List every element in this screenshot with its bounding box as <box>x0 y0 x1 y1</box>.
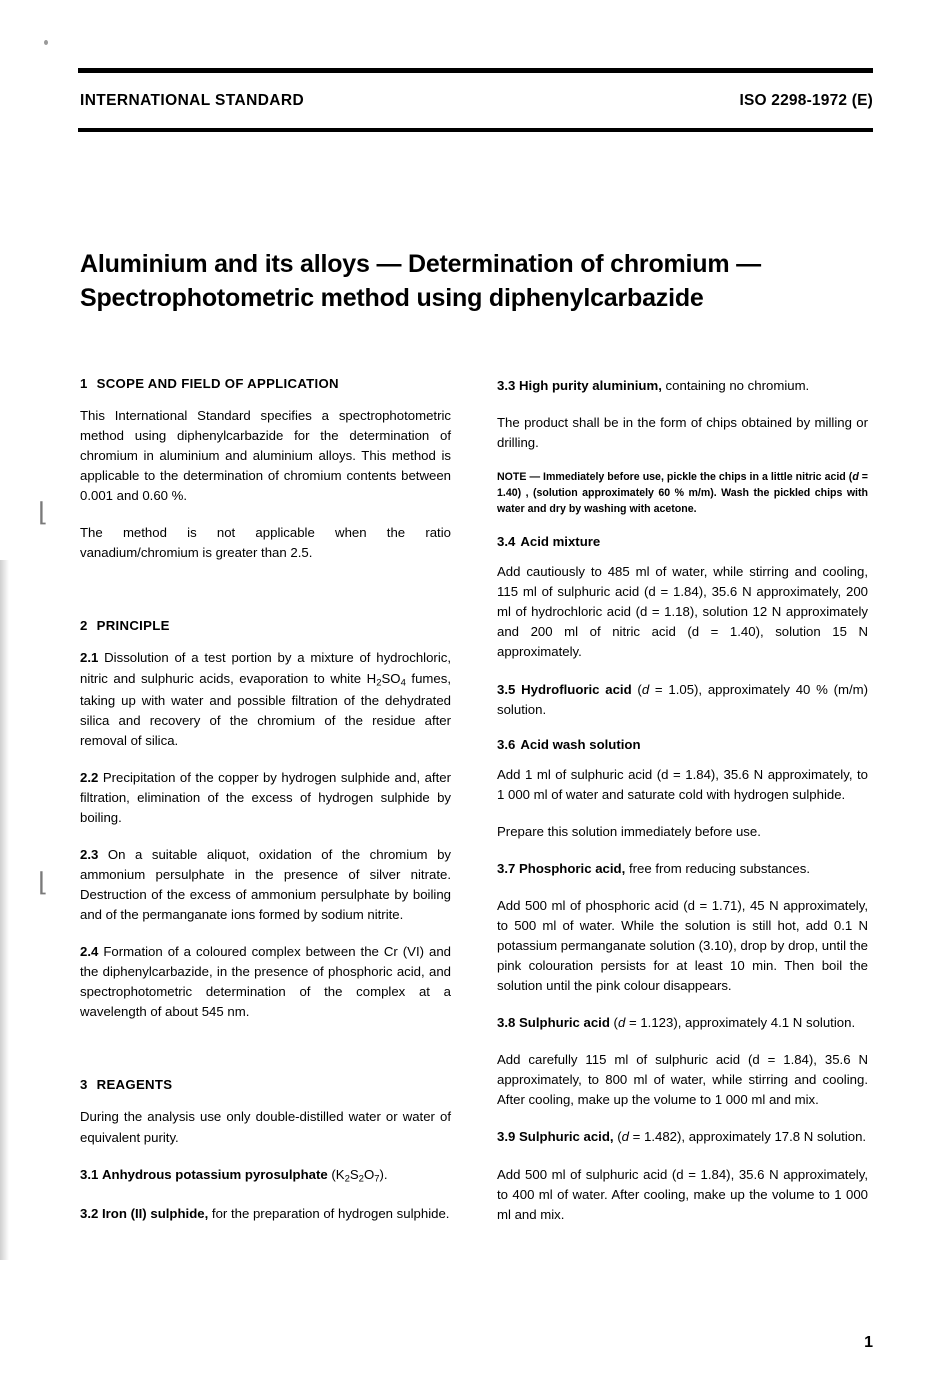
reagents-intro: During the analysis use only double-distilled water or water of equivalent purity. <box>80 1109 451 1145</box>
formula-open-3-1: (K <box>327 1166 345 1182</box>
header-rule-bottom <box>78 128 873 132</box>
reagent-name-3-8: Sulphuric acid <box>519 1015 610 1031</box>
reagent-name-3-7: Phosphoric acid, <box>519 860 626 876</box>
clause-number-3-3: 3.3 <box>497 378 516 393</box>
clause-text-2-1-c: fumes, taking up with water and possible filtration of the dehydrated silica and recovery of the chromium of the residue after removal of silica. <box>80 670 451 748</box>
reagent-desc-3-8: (d = 1.123), approximately 4.1 N solution. <box>609 1015 856 1031</box>
note-label: NOTE — <box>497 471 541 484</box>
reagent-3-9 <box>497 1127 868 1147</box>
principle-paragraph-2-3 <box>80 845 451 925</box>
header-standard-number: ISO 2298-1972 (E) <box>739 92 873 109</box>
reagent-3-6-paragraph-2: Prepare this solution immediately before use. <box>497 823 761 839</box>
principle-paragraph-2-4 <box>80 942 451 1022</box>
clause-text-2-4: Formation of a coloured complex between the Cr (VI) and the diphenylcarbazide, in the presence of phosphoric acid, and spectrophotometric determination of the complex at a wavelength of about 545 nm. <box>80 944 451 1020</box>
reagent-3-1 <box>80 1165 451 1187</box>
section-title-1: SCOPE AND FIELD OF APPLICATION <box>96 376 339 391</box>
reagent-name-3-3: High purity aluminium, <box>519 378 662 393</box>
reagent-3-6-paragraph-1: Add 1 ml of sulphuric acid (d = 1.84), 35.6 N approximately, to 1 000 ml of water and saturate cold with hydrogen sulphide. <box>497 766 868 802</box>
clause-number-3-6: 3.6 <box>497 736 516 752</box>
reagent-3-7-paragraph: Add 500 ml of phosphoric acid (d = 1.71), 45 N approximately, to 500 ml of water. While the solution is still hot, add 0.1 N potassium permanganate solution (3.10), drop by drop, until the pink colouration persists for at least 10 min. Then boil the solution until the pink colour disappears. <box>497 897 868 994</box>
reagent-3-9-paragraph: Add 500 ml of sulphuric acid (d = 1.84), 35.6 N approximately, to 400 ml of water. After cooling, make up the volume to 1 000 ml and mix. <box>497 1166 868 1222</box>
formula-o: O <box>363 1166 375 1182</box>
reagent-desc-3-7: free from reducing substances. <box>625 860 810 876</box>
clause-number-3-9: 3.9 <box>497 1129 516 1145</box>
reagent-3-3-paragraph: The product shall be in the form of chips obtained by milling or drilling. <box>497 415 868 451</box>
reagent-heading-3-6 <box>497 737 868 752</box>
reagent-3-5 <box>497 680 868 720</box>
clause-number-2-2: 2.2 <box>80 769 99 785</box>
formula-close-3-1: ). <box>379 1166 388 1182</box>
section-number-2: 2 <box>80 618 88 634</box>
spacer <box>80 580 451 618</box>
reagent-3-2 <box>80 1204 451 1224</box>
reagent-3-8 <box>497 1013 868 1033</box>
clause-number-2-1: 2.1 <box>80 650 99 666</box>
spacer <box>80 1039 451 1077</box>
formula-s: S <box>349 1166 359 1182</box>
clause-number-3-4: 3.4 <box>497 534 516 550</box>
principle-paragraph-2-1 <box>80 648 451 750</box>
formula-sub-k2: 2 <box>344 1173 350 1185</box>
reagent-3-3-note <box>497 470 868 517</box>
clause-text-2-1-b: SO <box>381 670 401 686</box>
reagent-desc-3-5: (d = 1.05), approximately 40 % (m/m) solution. <box>497 681 869 717</box>
formula-sub-o7: 7 <box>374 1173 380 1185</box>
section-title-3: REAGENTS <box>96 1077 173 1093</box>
section-title-2: PRINCIPLE <box>96 618 170 634</box>
principle-paragraph-2-2 <box>80 768 451 828</box>
column-right <box>497 376 868 1242</box>
formula-sub-o4: 4 <box>400 677 406 689</box>
margin-mark-upper: ⌊ <box>38 498 49 527</box>
clause-text-2-3: On a suitable aliquot, oxidation of the chromium by ammonium persulphate in the presence of silver nitrate. Destruction of the excess of ammonium persulphate by boiling and of the permanganate ions formed by sodium nitrite. <box>80 846 452 923</box>
section-heading-reagents <box>80 1077 451 1092</box>
reagent-name-3-9: Sulphuric acid, <box>519 1129 614 1145</box>
clause-text-2-2: Precipitation of the copper by hydrogen sulphide and, after filtration, elimination of the excess of hydrogen sulphide by boiling. <box>80 769 451 825</box>
clause-number-3-7: 3.7 <box>497 860 516 876</box>
reagent-heading-3-4 <box>497 534 868 549</box>
reagent-3-7 <box>497 859 868 879</box>
margin-mark-lower: ⌊ <box>38 868 49 897</box>
clause-number-3-1: 3.1 <box>80 1166 99 1182</box>
section-heading-scope <box>80 376 451 391</box>
reagent-desc-3-3: containing no chromium. <box>661 378 810 393</box>
clause-number-3-8: 3.8 <box>497 1015 516 1031</box>
title-line-1: Aluminium and its alloys — Determination of chromium — <box>80 250 761 278</box>
title-line-2: Spectrophotometric method using diphenylcarbazide <box>80 283 704 312</box>
clause-number-3-5: 3.5 <box>497 681 516 697</box>
reagent-name-3-4: Acid mixture <box>520 534 601 550</box>
section-number-3: 3 <box>80 1077 88 1093</box>
reagent-3-8-paragraph: Add carefully 115 ml of sulphuric acid (d = 1.84), 35.6 N approximately, to 800 ml of water, while stirring and cooling. After cooling, make up the volume to 1 000 ml and mix. <box>497 1052 868 1108</box>
section-number-1: 1 <box>80 376 88 391</box>
formula-sub-h2: 2 <box>376 677 382 689</box>
reagent-name-3-2: Iron (II) sulphide, <box>102 1205 209 1221</box>
reagent-3-3 <box>497 376 868 396</box>
reagent-desc-3-9: (d = 1.482), approximately 17.8 N solution. <box>613 1129 867 1145</box>
reagent-desc-3-2: for the preparation of hydrogen sulphide. <box>208 1205 450 1221</box>
scan-speck <box>44 40 48 45</box>
formula-sub-s2: 2 <box>358 1173 364 1185</box>
header-rule-top <box>78 68 873 73</box>
reagent-name-3-1: Anhydrous potassium pyrosulphate <box>102 1166 328 1182</box>
reagent-name-3-5: Hydrofluoric acid <box>521 681 632 697</box>
clause-number-2-3: 2.3 <box>80 846 99 862</box>
reagent-3-4-paragraph: Add cautiously to 485 ml of water, while stirring and cooling, 115 ml of sulphuric acid (d = 1.84), 35.6 N approximately, 200 ml of hydrochloric acid (d = 1.18), solution 12 N approximately and 200 ml of nitric acid (d = 1.40), solution 15 N approximately. <box>497 564 868 660</box>
scope-paragraph-2: The method is not applicable when the ratio vanadium/chromium is greater than 2.5. <box>80 525 451 561</box>
header-standard-type: INTERNATIONAL STANDARD <box>80 92 305 109</box>
page-title <box>80 248 880 315</box>
clause-text-2-1-a: Dissolution of a test portion by a mixture of hydrochloric, nitric and sulphuric acids, evaporation to white H <box>80 650 452 686</box>
clause-number-2-4: 2.4 <box>80 944 99 960</box>
scan-edge-smudge <box>0 560 9 1260</box>
page-number: 1 <box>864 1334 873 1351</box>
note-text: Immediately before use, pickle the chips in a little nitric acid (d = 1.40) , (solution approximately 60 % m/m). Wash the pickled chips with water and dry by washing with acetone. <box>497 471 868 515</box>
section-heading-principle <box>80 618 451 633</box>
scope-paragraph-1: This International Standard specifies a spectrophotometric method using diphenylcarbazide for the determination of chromium in aluminium and aluminium alloys. This method is applicable to the determination of chromium contents between 0.001 and 0.60 %. <box>80 408 451 504</box>
column-left <box>80 376 451 1241</box>
clause-number-3-2: 3.2 <box>80 1205 99 1221</box>
reagent-name-3-6: Acid wash solution <box>520 736 641 752</box>
